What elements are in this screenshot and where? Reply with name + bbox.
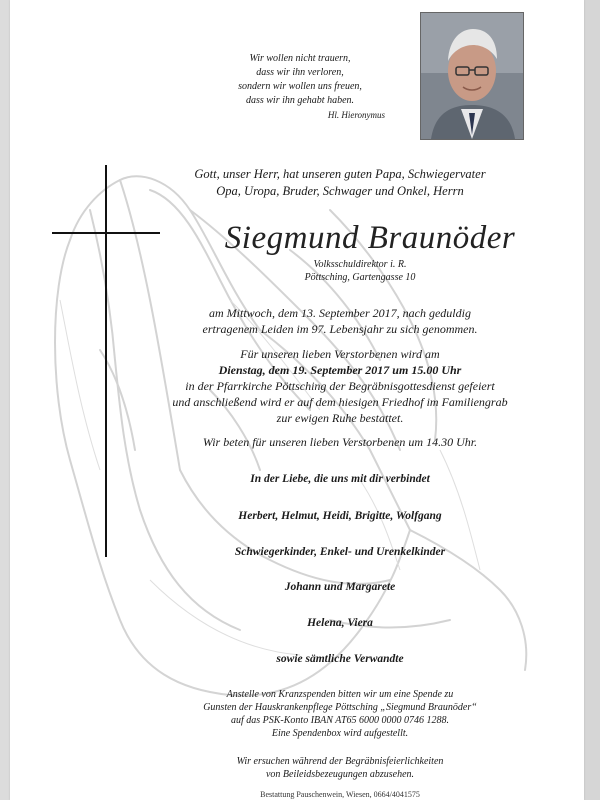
donation-line: Eine Spendenbox wird aufgestellt. <box>271 728 409 739</box>
intro-text <box>150 166 530 200</box>
quote-line: Wir wollen nicht trauern, <box>249 53 351 64</box>
deceased-photo <box>420 12 524 140</box>
deceased-title: Volksschuldirektor i. R. <box>313 259 407 270</box>
deceased-name: Siegmund Braunöder <box>224 220 516 256</box>
intro-line: Opa, Uropa, Bruder, Schwager und Onkel, Herrn <box>216 184 464 198</box>
funeral-intro: Für unseren lieben Verstorbenen wird am <box>240 347 440 361</box>
condolence-line: Wir ersuchen während der Begräbnisfeierlichkeiten <box>236 756 444 767</box>
obituary-page <box>10 0 584 800</box>
deceased-details <box>260 258 460 284</box>
death-notice <box>140 305 540 337</box>
prayer-time: Wir beten für unseren lieben Verstorbenen um 14.30 Uhr. <box>202 435 478 449</box>
condolence-line: von Beileidsbezeugungen abzusehen. <box>265 769 415 780</box>
funeral-home-footer: Bestattung Pauschenwein, Wiesen, 0664/4041575 <box>260 790 420 799</box>
funeral-info <box>120 346 560 426</box>
mourner-siblings: Johann und Margarete <box>284 581 396 593</box>
donation-line: auf das PSK-Konto IBAN AT65 6000 0000 0746 1288. <box>230 715 450 726</box>
funeral-line: zur ewigen Ruhe bestattet. <box>276 411 404 425</box>
condolence-request <box>150 755 530 781</box>
quote-line: sondern wir wollen uns freuen, <box>238 81 362 92</box>
page-edge-right <box>584 0 600 800</box>
death-notice-line: ertragenem Leiden im 97. Lebensjahr zu sich genommen. <box>202 322 478 336</box>
quote-author: Hl. Hieronymus <box>327 110 385 120</box>
cross-horizontal <box>52 232 160 234</box>
funeral-line: in der Pfarrkirche Pöttsching der Begräbnisgottesdienst gefeiert <box>185 379 495 393</box>
donation-request <box>150 688 530 740</box>
intro-line: Gott, unser Herr, hat unseren guten Papa, Schwiegervater <box>194 167 486 181</box>
memorial-quote <box>205 52 395 122</box>
quote-line: dass wir ihn gehabt haben. <box>245 95 355 106</box>
deceased-address: Pöttsching, Gartengasse 10 <box>304 272 416 283</box>
death-notice-line: am Mittwoch, dem 13. September 2017, nach geduldig <box>209 306 471 320</box>
mourner-caregivers: Helena, Viera <box>307 617 373 629</box>
mourner-children: Herbert, Helmut, Heidi, Brigitte, Wolfgang <box>238 510 442 522</box>
funeral-date: Dienstag, dem 19. September 2017 um 15.00 Uhr <box>218 363 462 377</box>
cross-vertical <box>105 165 107 557</box>
mourner-dedication: In der Liebe, die uns mit dir verbindet <box>250 473 430 485</box>
donation-line: Anstelle von Kranzspenden bitten wir um eine Spende zu <box>226 689 454 700</box>
quote-line: dass wir ihn verloren, <box>256 67 344 78</box>
page-edge-left <box>0 0 10 800</box>
donation-line: Gunsten der Hauskrankenpflege Pöttsching „Siegmund Braunöder“ <box>203 702 477 713</box>
mourner-grandchildren: Schwiegerkinder, Enkel- und Urenkelkinder <box>234 546 446 558</box>
funeral-line: und anschließend wird er auf dem hiesigen Friedhof im Familiengrab <box>172 395 508 409</box>
mourner-relatives: sowie sämtliche Verwandte <box>276 653 404 665</box>
